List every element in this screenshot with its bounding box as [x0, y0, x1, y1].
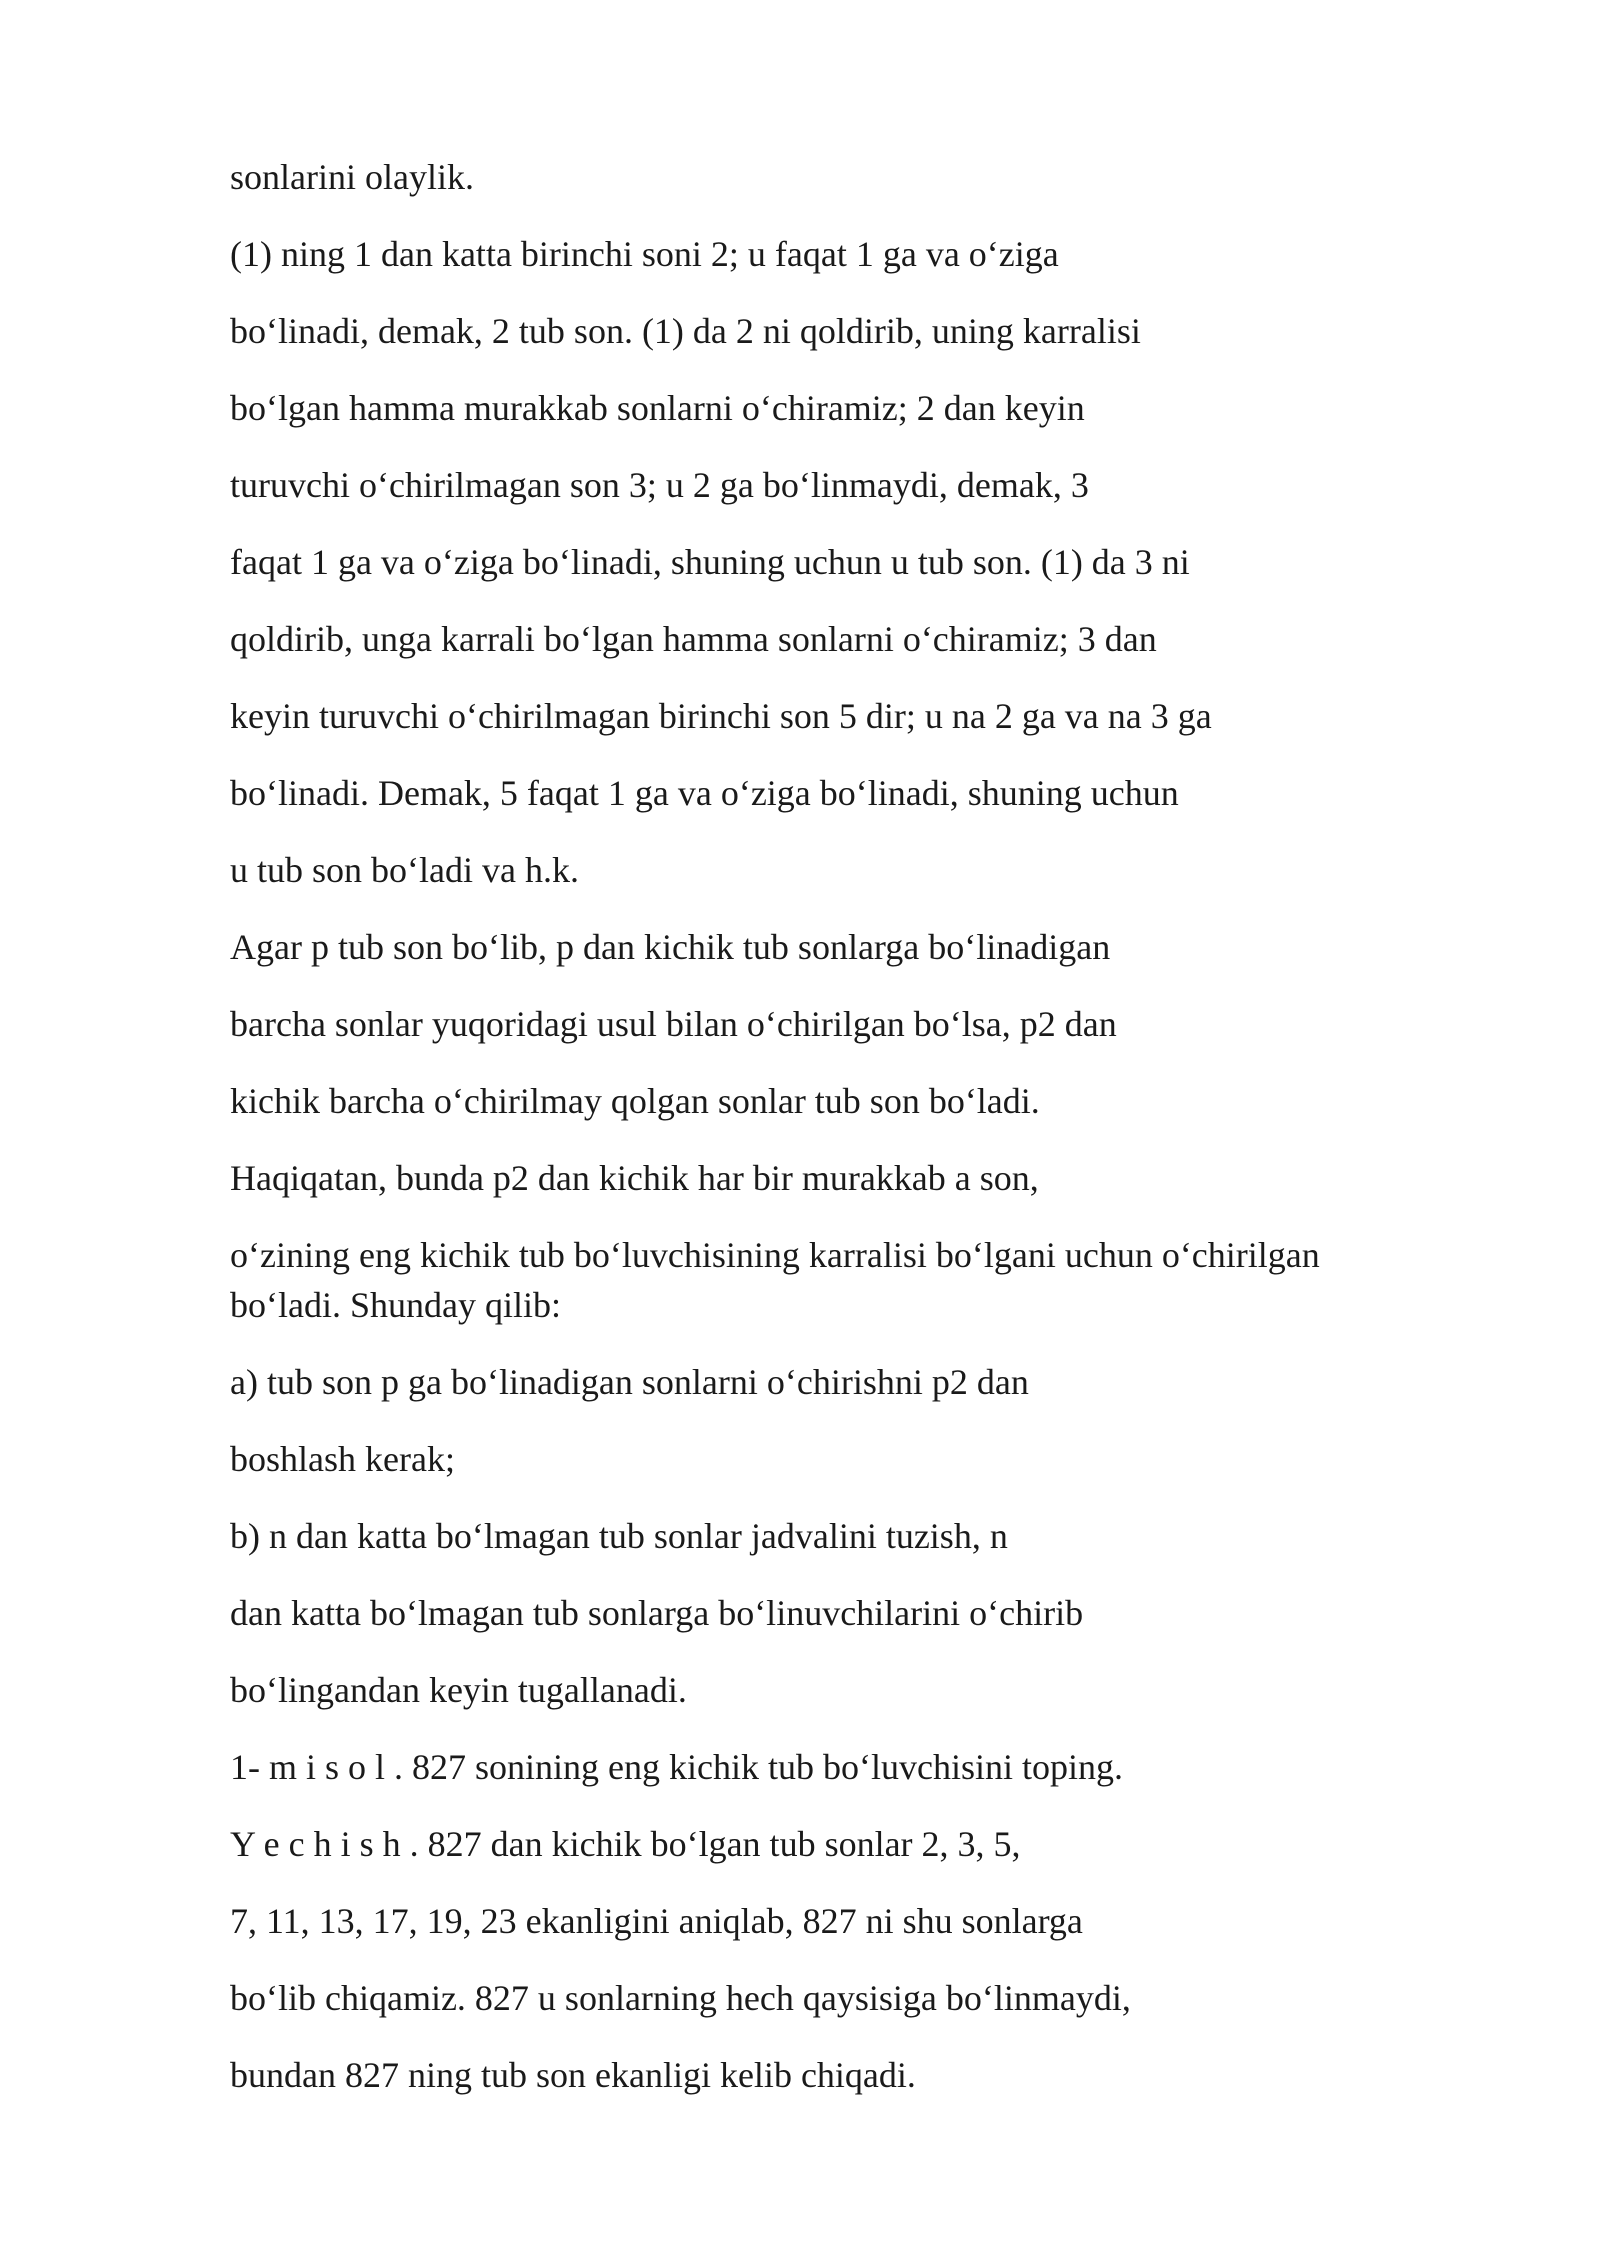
text-line: Haqiqatan, bunda p2 dan kichik har bir murakkab a son, — [230, 1158, 1039, 1198]
text-line: bo‘ladi. Shunday qilib: — [230, 1285, 561, 1325]
text-line: bo‘linadi, demak, 2 tub son. (1) da 2 ni qoldirib, uning karralisi — [230, 311, 1141, 351]
text-line: boshlash kerak; — [230, 1439, 455, 1479]
text-line: 1- m i s o l . 827 sonining eng kichik tub bo‘luvchisini toping. — [230, 1747, 1123, 1787]
text-line: a) tub son p ga bo‘linadigan sonlarni o‘chirishni p2 dan — [230, 1362, 1029, 1402]
text-line: faqat 1 ga va o‘ziga bo‘linadi, shuning uchun u tub son. (1) da 3 ni — [230, 542, 1190, 582]
text-line: bundan 827 ning tub son ekanligi kelib chiqadi. — [230, 2055, 916, 2095]
text-line: barcha sonlar yuqoridagi usul bilan o‘chirilgan bo‘lsa, p2 dan — [230, 1004, 1117, 1044]
text-line: bo‘lib chiqamiz. 827 u sonlarning hech qaysisiga bo‘linmaydi, — [230, 1978, 1131, 2018]
text-line: bo‘lgan hamma murakkab sonlarni o‘chiramiz; 2 dan keyin — [230, 388, 1085, 428]
text-line: Y e c h i s h . 827 dan kichik bo‘lgan tub sonlar 2, 3, 5, — [230, 1824, 1021, 1864]
text-line: keyin turuvchi o‘chirilmagan birinchi son 5 dir; u na 2 ga va na 3 ga — [230, 696, 1212, 736]
text-line: b) n dan katta bo‘lmagan tub sonlar jadvalini tuzish, n — [230, 1516, 1008, 1556]
text-line: kichik barcha o‘chirilmay qolgan sonlar tub son bo‘ladi. — [230, 1081, 1040, 1121]
text-line: qoldirib, unga karrali bo‘lgan hamma sonlarni o‘chiramiz; 3 dan — [230, 619, 1157, 659]
text-line: 7, 11, 13, 17, 19, 23 ekanligini aniqlab, 827 ni shu sonlarga — [230, 1901, 1083, 1941]
text-line: bo‘linadi. Demak, 5 faqat 1 ga va o‘ziga bo‘linadi, shuning uchun — [230, 773, 1179, 813]
text-line: u tub son bo‘ladi va h.k. — [230, 850, 579, 890]
text-line: (1) ning 1 dan katta birinchi soni 2; u faqat 1 ga va o‘ziga — [230, 234, 1059, 274]
text-line: bo‘lingandan keyin tugallanadi. — [230, 1670, 687, 1710]
text-line: sonlarini olaylik. — [230, 157, 474, 197]
text-line: dan katta bo‘lmagan tub sonlarga bo‘linuvchilarini o‘chirib — [230, 1593, 1084, 1633]
text-line: Agar p tub son bo‘lib, p dan kichik tub sonlarga bo‘linadigan — [230, 927, 1111, 967]
text-line: turuvchi o‘chirilmagan son 3; u 2 ga bo‘linmaydi, demak, 3 — [230, 465, 1089, 505]
text-line: o‘zining eng kichik tub bo‘luvchisining karralisi bo‘lgani uchun o‘chirilgan — [230, 1235, 1320, 1275]
